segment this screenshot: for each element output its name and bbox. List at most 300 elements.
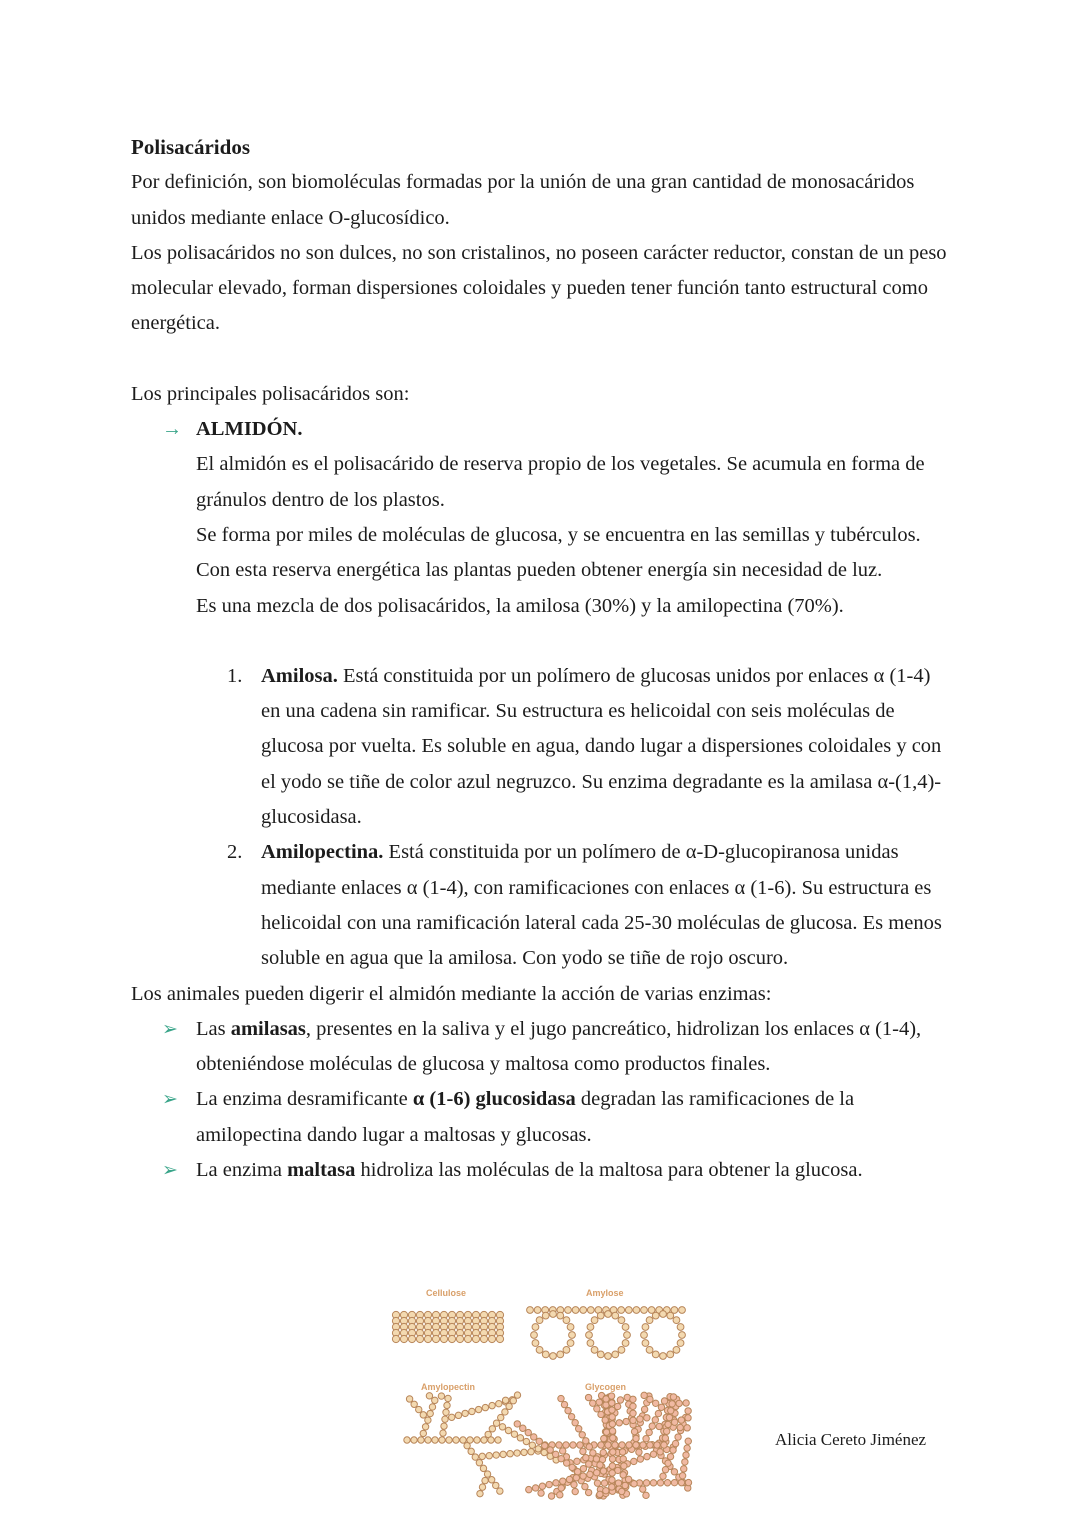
glycogen-bead [650, 1480, 656, 1486]
glycogen-bead [649, 1423, 655, 1429]
glycogen-bead [665, 1460, 671, 1466]
glycogen-bead [617, 1397, 623, 1403]
amylose-bead [677, 1340, 684, 1347]
amylopectin-bead [444, 1402, 450, 1408]
cellulose-bead [472, 1335, 479, 1342]
amylopectin-bead [425, 1437, 431, 1443]
amylopectin-bead [502, 1397, 508, 1403]
glycogen-bead [542, 1442, 548, 1448]
glycogen-bead [678, 1417, 684, 1423]
glycogen-bead [558, 1455, 564, 1461]
glycogen-bead [619, 1442, 625, 1448]
arrow-right-icon: → [162, 418, 182, 441]
list-item: ➢ La enzima maltasa hidroliza las moléculas de la maltosa para obtener la glucosa. [196, 1153, 951, 1188]
glycogen-bead [605, 1442, 611, 1448]
amylose-bead [605, 1311, 612, 1318]
glycogen-bead [652, 1400, 658, 1406]
glycogen-bead [685, 1479, 691, 1485]
glycogen-bead [630, 1396, 636, 1402]
glycogen-bead [572, 1488, 578, 1494]
almidon-section [131, 412, 951, 624]
glycogen-bead [520, 1425, 526, 1431]
glycogen-bead [601, 1435, 607, 1441]
glycogen-bead [575, 1426, 581, 1432]
label-amylose: Amylose [586, 1288, 624, 1298]
glycogen-bead [580, 1473, 586, 1479]
glycogen-bead [620, 1456, 626, 1462]
amylopectin-bead [529, 1442, 535, 1448]
glycogen-bead [657, 1480, 663, 1486]
glycogen-bead [670, 1394, 676, 1400]
intro-paragraph-1: Por definición, son biomoléculas formadas por la unión de una gran cantidad de monosacáridos unidos mediante enlace O-glucosídico. [131, 171, 915, 229]
glycogen-bead [685, 1438, 691, 1444]
term-amilosa: Amilosa. [261, 664, 338, 687]
glycogen-bead [619, 1449, 625, 1455]
almidon-paragraph-1: El almidón es el polisacárido de reserva propio de los vegetales. Se acumula en forma de gránulos dentro de los plastos. [196, 453, 925, 511]
cellulose-bead [464, 1335, 471, 1342]
glycogen-bead [631, 1481, 637, 1487]
glycogen-bead [671, 1479, 677, 1485]
glycogen-bead [630, 1410, 636, 1416]
amylopectin-bead [479, 1484, 485, 1490]
cellulose-bead [480, 1335, 487, 1342]
amylopectin-bead [446, 1437, 452, 1443]
glycogen-bead [679, 1473, 685, 1479]
amylopectin-bead [507, 1451, 513, 1457]
glycogen-bead [594, 1406, 600, 1412]
amylopectin-bead [442, 1416, 448, 1422]
glycogen-bead [668, 1407, 674, 1413]
glycogen-bead [672, 1440, 678, 1446]
amylopectin-bead [493, 1420, 499, 1426]
glycogen-bead [561, 1401, 567, 1407]
amylopectin-bead [411, 1401, 417, 1407]
amylopectin-bead [541, 1449, 547, 1455]
amylose-bead [642, 1324, 649, 1331]
glycogen-bead [633, 1442, 639, 1448]
amylose-bead [586, 1332, 593, 1339]
amylose-bead [660, 1311, 667, 1318]
glycogen-bead [573, 1475, 579, 1481]
glycogen-bead [574, 1469, 580, 1475]
glycogen-bead [640, 1442, 646, 1448]
glycogen-bead [677, 1424, 683, 1430]
glycogen-bead [684, 1425, 690, 1431]
glycogen-bead [609, 1484, 615, 1490]
amylopectin-bead [426, 1393, 432, 1399]
glycogen-bead [553, 1480, 559, 1486]
amylose-bead [591, 1346, 598, 1353]
glycogen-bead [563, 1460, 569, 1466]
glycogen-bead [609, 1407, 615, 1413]
amylose-bead [605, 1353, 612, 1360]
amylopectin-bead [462, 1410, 468, 1416]
amylose-bead [673, 1317, 680, 1324]
amylose-bead [642, 1340, 649, 1347]
amylose-bead [667, 1312, 674, 1319]
amylose-bead [550, 1311, 557, 1318]
glycogen-bead [609, 1428, 615, 1434]
glycogen-bead [531, 1434, 537, 1440]
amylose-bead [660, 1353, 667, 1360]
glycogen-bead [667, 1453, 673, 1459]
amylopectin-bead [422, 1424, 428, 1430]
glycogen-bead [661, 1398, 667, 1404]
amylose-bead [531, 1332, 538, 1339]
glycogen-bead [583, 1455, 589, 1461]
glycogen-bead [625, 1476, 631, 1482]
amylose-bead [597, 1351, 604, 1358]
amylopectin-bead [493, 1482, 499, 1488]
amylopectin-bead [438, 1393, 444, 1399]
cellulose-bead [400, 1335, 407, 1342]
amylopectin-bead [468, 1448, 474, 1454]
glycogen-bead [556, 1442, 562, 1448]
amylopectin-bead [474, 1437, 480, 1443]
bullet-arrow-icon: ➢ [162, 1160, 178, 1182]
glycogen-bead [647, 1442, 653, 1448]
glycogen-bead [602, 1417, 608, 1423]
amylose-bead [542, 1312, 549, 1319]
amylose-bead [536, 1317, 543, 1324]
label-amylopectin: Amylopectin [421, 1382, 476, 1392]
amylopectin-bead [482, 1477, 488, 1483]
glycogen-bead [603, 1487, 609, 1493]
glycogen-bead [609, 1456, 615, 1462]
glycogen-bead [557, 1492, 563, 1498]
glycogen-bead [685, 1415, 691, 1421]
glycogen-bead [631, 1458, 637, 1464]
amylose-bead [536, 1346, 543, 1353]
almidon-paragraph-2: Se forma por miles de moléculas de glucosa, y se encuentra en las semillas y tubérculos. Con esta reserva energética las plantas pueden obtener energía sin necesidad de luz. [196, 523, 921, 582]
amylose-bead [618, 1317, 625, 1324]
amylopectin-bead [535, 1446, 541, 1452]
amylopectin-bead [439, 1437, 445, 1443]
glycogen-bead [597, 1462, 603, 1468]
amylopectin-bead [497, 1488, 503, 1494]
almidon-title: ALMIDÓN. [196, 418, 303, 441]
bold-term: α (1-6) glucosidasa [412, 1088, 576, 1111]
glycogen-bead [683, 1452, 689, 1458]
amylopectin-bead [511, 1431, 517, 1437]
glycogen-bead [644, 1415, 650, 1421]
glycogen-bead [538, 1490, 544, 1496]
amylose-bead [542, 1351, 549, 1358]
amylopectin-bead [486, 1453, 492, 1459]
amylose-bead [612, 1351, 619, 1358]
glycogen-bead [671, 1469, 677, 1475]
glycogen-bead [609, 1421, 615, 1427]
list-item [227, 835, 951, 976]
polysaccharide-structures-figure [388, 1285, 693, 1500]
amylose-bead [557, 1312, 564, 1319]
glycogen-bead [585, 1394, 591, 1400]
glycogen-bead [676, 1400, 682, 1406]
glycogen-bead [657, 1449, 663, 1455]
amylose-bead [567, 1324, 574, 1331]
glycogen-bead [623, 1418, 629, 1424]
glycogen-bead [546, 1481, 552, 1487]
cellulose-bead [416, 1335, 423, 1342]
glycogen-bead [585, 1489, 591, 1495]
amylopectin-bead [453, 1437, 459, 1443]
glycogen-bead [558, 1395, 564, 1401]
amylose-bead [587, 1307, 594, 1314]
label-cellulose: Cellulose [426, 1288, 467, 1298]
amylopectin-bead [510, 1398, 516, 1404]
cellulose-bead [496, 1335, 503, 1342]
glycogen-bead [598, 1442, 604, 1448]
amylopectin-bead [443, 1409, 449, 1415]
amylose-bead [667, 1351, 674, 1358]
glycogen-bead [609, 1414, 615, 1420]
glycogen-bead [646, 1429, 652, 1435]
almidon-paragraph-3: Es una mezcla de dos polisacáridos, la amilosa (30%) y la amilopectina (70%). [196, 594, 844, 617]
glycogen-bead [643, 1436, 649, 1442]
glycogen-bead [647, 1396, 653, 1402]
amylose-bead [587, 1324, 594, 1331]
glycogen-bead [610, 1435, 616, 1441]
glycogen-bead [655, 1410, 661, 1416]
cellulose-bead [440, 1335, 447, 1342]
amylose-bead [646, 1346, 653, 1353]
glycogen-bead [548, 1493, 554, 1499]
glycogen-bead [652, 1417, 658, 1423]
amylopectin-bead [432, 1437, 438, 1443]
amylopectin-bead [427, 1410, 433, 1416]
author-name: Alicia Cereto Jiménez [775, 1430, 927, 1449]
cellulose-bead [432, 1335, 439, 1342]
animals-intro: Los animales pueden digerir el almidón mediante la acción de varias enzimas: [131, 982, 772, 1005]
amylose-bead [679, 1332, 686, 1339]
glycogen-bead [598, 1411, 604, 1417]
amylopectin-bead [449, 1414, 455, 1420]
glycogen-bead [650, 1451, 656, 1457]
amylose-bead [532, 1340, 539, 1347]
glycogen-bead [596, 1399, 602, 1405]
amylopectin-bead [502, 1409, 508, 1415]
amylopectin-bead [498, 1414, 504, 1420]
cellulose-bead [448, 1335, 455, 1342]
amylopectin-bead [488, 1437, 494, 1443]
list-number: 1. [227, 664, 243, 687]
list-number: 2. [227, 841, 243, 864]
glycogen-bead [681, 1466, 687, 1472]
amylose-bead [534, 1307, 541, 1314]
amylopectin-bead [477, 1490, 483, 1496]
glycogen-bead [630, 1417, 636, 1423]
amylopectin-bead [523, 1438, 529, 1444]
glycogen-bead [658, 1404, 664, 1410]
glycogen-bead [644, 1453, 650, 1459]
label-glycogen: Glycogen [585, 1382, 627, 1392]
glycogen-bead [539, 1483, 545, 1489]
cellulose-bead [408, 1335, 415, 1342]
glycogen-bead [683, 1400, 689, 1406]
bold-term: maltasa [287, 1159, 356, 1182]
glycogen-bead [577, 1442, 583, 1448]
amylopectin-bead [445, 1395, 451, 1401]
glycogen-bead [579, 1432, 585, 1438]
glycogen-bead [664, 1480, 670, 1486]
bullet-arrow-icon: ➢ [162, 1089, 178, 1111]
glycogen-bead [552, 1451, 558, 1457]
glycogen-bead [662, 1467, 668, 1473]
glycogen-bead [669, 1401, 675, 1407]
amylose-bead [563, 1346, 570, 1353]
glycogen-bead [612, 1442, 618, 1448]
amylopectin-bead [528, 1449, 534, 1455]
amylopectin-bead [432, 1397, 438, 1403]
amylopectin-bead [499, 1424, 505, 1430]
glycogen-bead [586, 1444, 592, 1450]
amylose-bead [618, 1346, 625, 1353]
amylopectin-bead [476, 1460, 482, 1466]
glycogen-bead [560, 1478, 566, 1484]
amylose-bead [618, 1307, 625, 1314]
amylopectin-bead [479, 1453, 485, 1459]
amylose-bead [550, 1353, 557, 1360]
amylose-bead [633, 1307, 640, 1314]
glycogen-bead [626, 1442, 632, 1448]
amylopectin-bead [467, 1437, 473, 1443]
glycogen-bead [568, 1413, 574, 1419]
amylopectin-bead [418, 1437, 424, 1443]
amylopectin-bead [521, 1449, 527, 1455]
amylopectin-bead [469, 1408, 475, 1414]
amylopectin-bead [420, 1412, 426, 1418]
glycogen-bead [560, 1448, 566, 1454]
glycogen-bead [590, 1450, 596, 1456]
glycogen-bead [586, 1461, 592, 1467]
glycogen-bead [631, 1428, 637, 1434]
section-heading: Polisacáridos [131, 135, 250, 159]
glycogen-bead [682, 1459, 688, 1465]
glycogen-bead [615, 1480, 621, 1486]
glycogen-bead [594, 1469, 600, 1475]
glycogen-bead [608, 1393, 614, 1399]
glycogen-bead [685, 1408, 691, 1414]
glycogen-bead [616, 1420, 622, 1426]
glycogen-bead [594, 1480, 600, 1486]
glycogen-bead [640, 1486, 646, 1492]
glycogen-bead [563, 1442, 569, 1448]
glycogen-bead [600, 1449, 606, 1455]
glycogen-bead [654, 1442, 660, 1448]
amylose-bead [625, 1307, 632, 1314]
amylopectin-bead [460, 1437, 466, 1443]
cellulose-bead [392, 1335, 399, 1342]
glycogen-bead [601, 1480, 607, 1486]
amylopectin-bead [429, 1404, 435, 1410]
amylopectin-bead [480, 1465, 486, 1471]
glycogen-bead [678, 1479, 684, 1485]
amylose-bead [641, 1307, 648, 1314]
amylopectin-bead [514, 1392, 520, 1398]
amylopectin-bead [493, 1452, 499, 1458]
amylopectin-bead [495, 1437, 501, 1443]
bullet-arrow-icon: ➢ [162, 1018, 178, 1040]
document-body [131, 130, 951, 1188]
glycogen-bead [609, 1400, 615, 1406]
amylose-bead [532, 1324, 539, 1331]
amylopectin-bead [484, 1471, 490, 1477]
glycogen-bead [536, 1438, 542, 1444]
glycogen-bead [526, 1486, 532, 1492]
glycogen-bead [661, 1442, 667, 1448]
amylopectin-bead [425, 1417, 431, 1423]
amylose-bead [572, 1307, 579, 1314]
glycogen-bead [665, 1421, 671, 1427]
amylose-bead [641, 1332, 648, 1339]
glycogen-bead [643, 1492, 649, 1498]
amylose-bead [567, 1340, 574, 1347]
glycogen-bead [637, 1456, 643, 1462]
glycogen-bead [514, 1421, 520, 1427]
glycogen-bead [609, 1463, 615, 1469]
glycogen-bead [621, 1463, 627, 1469]
glycogen-bead [672, 1419, 678, 1425]
glycogen-bead [569, 1464, 575, 1470]
amylopectin-bead [472, 1454, 478, 1460]
list-item-text: Está constituida por un polímero de glucosas unidos por enlaces α (1-4) en una cadena sin ramificar. Su estructura es helicoidal con seis moléculas de glucosa por vuelta. Es soluble en agua, dando lugar a dispersiones coloidales y con el yodo se tiñe de color azul negruzco. Su enzima degradante es la amilasa α-(1,4)-glucosidasa. [261, 664, 942, 829]
amylopectin-bead [482, 1404, 488, 1410]
amylopectin-bead [440, 1430, 446, 1436]
glycogen-bead [641, 1406, 647, 1412]
glycogen-bead [684, 1445, 690, 1451]
glycogen-bead [603, 1429, 609, 1435]
glycogen-bead [662, 1435, 668, 1441]
glycogen-bead [583, 1438, 589, 1444]
glycogen-bead [597, 1491, 603, 1497]
amylose-bead [677, 1324, 684, 1331]
amylopectin-bead [404, 1437, 410, 1443]
amylopectin-bead [506, 1403, 512, 1409]
amylose-bead [565, 1307, 572, 1314]
amylose-bead [652, 1351, 659, 1358]
glycogen-bead [572, 1420, 578, 1426]
glycogen-bead [660, 1473, 666, 1479]
amylopectin-bead [500, 1451, 506, 1457]
cellulose-bead [488, 1335, 495, 1342]
term-amilopectina: Amilopectina. [261, 841, 384, 864]
amylose-bead [652, 1312, 659, 1319]
amylose-bead [527, 1307, 534, 1314]
amylopectin-bead [505, 1427, 511, 1433]
glycogen-bead [580, 1448, 586, 1454]
amylopectin-bead [517, 1435, 523, 1441]
enzyme-bullet-list [131, 1012, 951, 1188]
amylose-bead [624, 1332, 631, 1339]
amylopectin-bead [488, 1477, 494, 1483]
list-item [227, 659, 951, 835]
amylopectin-bead [416, 1406, 422, 1412]
glycogen-bead [666, 1414, 672, 1420]
amylopectin-bead [489, 1426, 495, 1432]
glycogen-bead [558, 1485, 564, 1491]
glycogen-bead [532, 1485, 538, 1491]
glycogen-bead [637, 1416, 643, 1422]
glycogen-bead [587, 1471, 593, 1477]
list-item: ➢ La enzima desramificante α (1-6) glucosidasa degradan las ramificaciones de la amilopectina dando lugar a maltosas y glucosas. [196, 1082, 951, 1153]
amylose-bead [622, 1324, 629, 1331]
glycogen-bead [675, 1434, 681, 1440]
glycogen-bead [566, 1476, 572, 1482]
glycogen-bead [610, 1449, 616, 1455]
glycogen-bead [547, 1447, 553, 1453]
glycogen-bead [525, 1429, 531, 1435]
glycogen-bead [670, 1447, 676, 1453]
